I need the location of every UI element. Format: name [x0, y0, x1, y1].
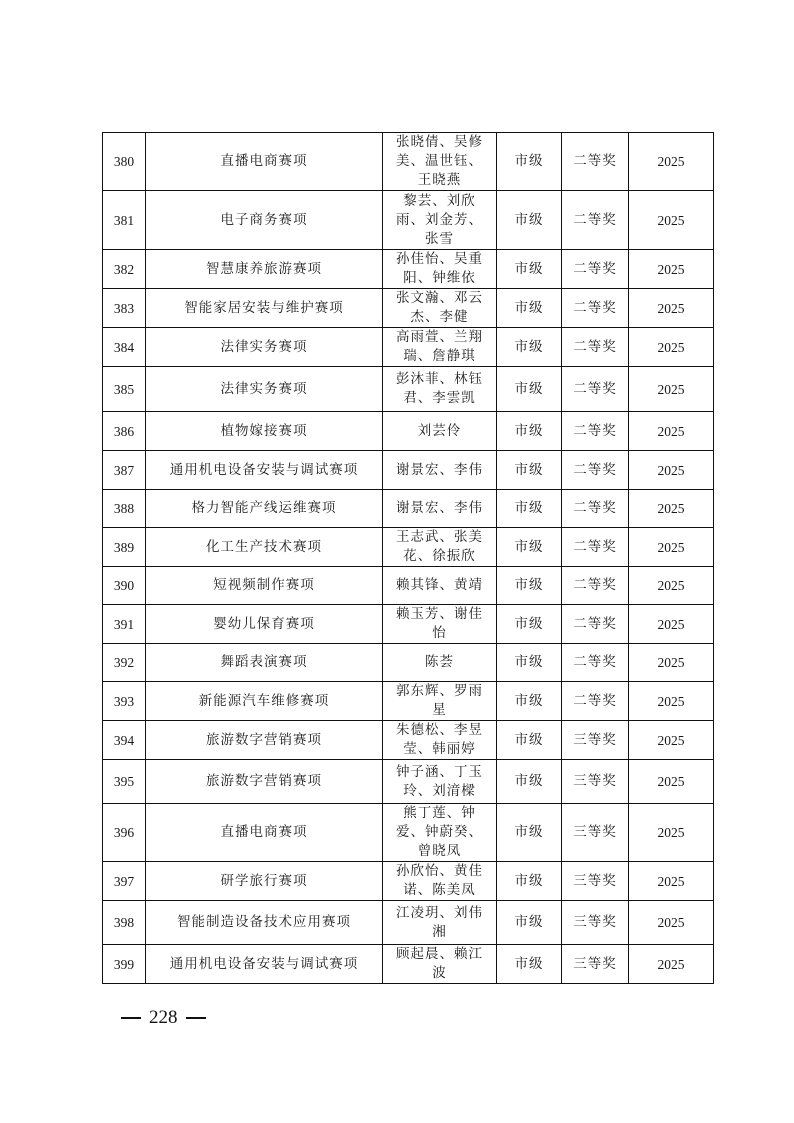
award-level-cell: 市级: [497, 289, 562, 328]
event-name-cell: 法律实务赛项: [146, 328, 383, 367]
row-number-cell: 386: [103, 412, 146, 451]
event-name-cell: 短视频制作赛项: [146, 567, 383, 605]
award-grade-cell: 三等奖: [562, 862, 629, 901]
award-year-cell: 2025: [629, 451, 714, 490]
event-name-cell: 通用机电设备安装与调试赛项: [146, 945, 383, 984]
award-year-cell: 2025: [629, 721, 714, 760]
award-grade-cell: 二等奖: [562, 191, 629, 250]
event-name-cell: 智慧康养旅游赛项: [146, 250, 383, 289]
event-name-cell: 智能制造设备技术应用赛项: [146, 901, 383, 945]
award-year-cell: 2025: [629, 567, 714, 605]
row-number-cell: 393: [103, 682, 146, 721]
award-level-cell: 市级: [497, 412, 562, 451]
award-grade-cell: 二等奖: [562, 328, 629, 367]
winner-names-cell: 朱德松、李昱莹、韩丽婷: [383, 721, 497, 760]
row-number-cell: 384: [103, 328, 146, 367]
award-level-cell: 市级: [497, 862, 562, 901]
winner-names-cell: 江凌玥、刘伟湘: [383, 901, 497, 945]
row-number-cell: 396: [103, 804, 146, 862]
award-level-cell: 市级: [497, 367, 562, 412]
award-grade-cell: 三等奖: [562, 804, 629, 862]
event-name-cell: 通用机电设备安装与调试赛项: [146, 451, 383, 490]
event-name-cell: 法律实务赛项: [146, 367, 383, 412]
award-level-cell: 市级: [497, 760, 562, 804]
row-number-cell: 395: [103, 760, 146, 804]
row-number-cell: 394: [103, 721, 146, 760]
award-level-cell: 市级: [497, 490, 562, 528]
award-level-cell: 市级: [497, 901, 562, 945]
table-row: [103, 133, 714, 191]
award-grade-cell: 三等奖: [562, 945, 629, 984]
award-grade-cell: 二等奖: [562, 644, 629, 682]
awards-table: [102, 132, 714, 984]
event-name-cell: 直播电商赛项: [146, 133, 383, 191]
award-grade-cell: 二等奖: [562, 133, 629, 191]
award-level-cell: 市级: [497, 804, 562, 862]
table-row: [103, 328, 714, 367]
table-row: [103, 804, 714, 862]
award-grade-cell: 三等奖: [562, 901, 629, 945]
winner-names-cell: 高雨萱、兰翔瑞、詹静琪: [383, 328, 497, 367]
row-number-cell: 388: [103, 490, 146, 528]
award-grade-cell: 二等奖: [562, 412, 629, 451]
award-level-cell: 市级: [497, 191, 562, 250]
award-year-cell: 2025: [629, 528, 714, 567]
award-level-cell: 市级: [497, 721, 562, 760]
winner-names-cell: 顾起晨、赖江波: [383, 945, 497, 984]
winner-names-cell: 陈荟: [383, 644, 497, 682]
award-level-cell: 市级: [497, 644, 562, 682]
award-year-cell: 2025: [629, 328, 714, 367]
award-year-cell: 2025: [629, 250, 714, 289]
award-level-cell: 市级: [497, 528, 562, 567]
table-row: [103, 644, 714, 682]
award-year-cell: 2025: [629, 804, 714, 862]
table-row: [103, 367, 714, 412]
table-row: [103, 289, 714, 328]
table-row: [103, 945, 714, 984]
row-number-cell: 399: [103, 945, 146, 984]
award-level-cell: 市级: [497, 133, 562, 191]
event-name-cell: 舞蹈表演赛项: [146, 644, 383, 682]
row-number-cell: 392: [103, 644, 146, 682]
table-row: [103, 721, 714, 760]
award-year-cell: 2025: [629, 289, 714, 328]
award-level-cell: 市级: [497, 567, 562, 605]
event-name-cell: 电子商务赛项: [146, 191, 383, 250]
table-row: [103, 412, 714, 451]
row-number-cell: 390: [103, 567, 146, 605]
table-row: [103, 451, 714, 490]
award-level-cell: 市级: [497, 328, 562, 367]
event-name-cell: 新能源汽车维修赛项: [146, 682, 383, 721]
award-grade-cell: 三等奖: [562, 721, 629, 760]
award-grade-cell: 二等奖: [562, 250, 629, 289]
event-name-cell: 植物嫁接赛项: [146, 412, 383, 451]
table-row: [103, 605, 714, 644]
row-number-cell: 381: [103, 191, 146, 250]
winner-names-cell: 赖玉芳、谢佳怡: [383, 605, 497, 644]
page-number-right-dash: [186, 1017, 206, 1019]
award-level-cell: 市级: [497, 250, 562, 289]
award-year-cell: 2025: [629, 367, 714, 412]
award-level-cell: 市级: [497, 945, 562, 984]
award-year-cell: 2025: [629, 605, 714, 644]
winner-names-cell: 谢景宏、李伟: [383, 451, 497, 490]
event-name-cell: 直播电商赛项: [146, 804, 383, 862]
winner-names-cell: 钟子涵、丁玉玲、刘湇樑: [383, 760, 497, 804]
award-grade-cell: 二等奖: [562, 605, 629, 644]
event-name-cell: 研学旅行赛项: [146, 862, 383, 901]
row-number-cell: 397: [103, 862, 146, 901]
page-number-left-dash: [121, 1017, 141, 1019]
award-year-cell: 2025: [629, 945, 714, 984]
award-year-cell: 2025: [629, 412, 714, 451]
row-number-cell: 398: [103, 901, 146, 945]
event-name-cell: 旅游数字营销赛项: [146, 721, 383, 760]
award-grade-cell: 二等奖: [562, 490, 629, 528]
winner-names-cell: 熊丁莲、钟爱、钟蔚癸、曾晓凤: [383, 804, 497, 862]
award-grade-cell: 二等奖: [562, 682, 629, 721]
award-grade-cell: 二等奖: [562, 451, 629, 490]
award-grade-cell: 三等奖: [562, 760, 629, 804]
event-name-cell: 格力智能产线运维赛项: [146, 490, 383, 528]
event-name-cell: 婴幼儿保育赛项: [146, 605, 383, 644]
award-level-cell: 市级: [497, 605, 562, 644]
award-year-cell: 2025: [629, 191, 714, 250]
table-row: [103, 250, 714, 289]
winner-names-cell: 刘芸伶: [383, 412, 497, 451]
award-grade-cell: 二等奖: [562, 567, 629, 605]
award-grade-cell: 二等奖: [562, 528, 629, 567]
award-year-cell: 2025: [629, 760, 714, 804]
table-row: [103, 682, 714, 721]
row-number-cell: 387: [103, 451, 146, 490]
award-year-cell: 2025: [629, 682, 714, 721]
table-row: [103, 191, 714, 250]
winner-names-cell: 张文瀚、邓云杰、李健: [383, 289, 497, 328]
winner-names-cell: 黎芸、刘欣雨、刘金芳、张雪: [383, 191, 497, 250]
row-number-cell: 382: [103, 250, 146, 289]
winner-names-cell: 彭沐菲、林钰君、李雲凯: [383, 367, 497, 412]
award-grade-cell: 二等奖: [562, 367, 629, 412]
row-number-cell: 380: [103, 133, 146, 191]
event-name-cell: 化工生产技术赛项: [146, 528, 383, 567]
winner-names-cell: 郭东辉、罗雨星: [383, 682, 497, 721]
table-row: [103, 760, 714, 804]
table-row: [103, 490, 714, 528]
winner-names-cell: 孙佳怡、吴重阳、钟维依: [383, 250, 497, 289]
page-number: [121, 1007, 206, 1029]
row-number-cell: 389: [103, 528, 146, 567]
page-number-value: 228: [149, 1007, 178, 1028]
award-year-cell: 2025: [629, 862, 714, 901]
award-year-cell: 2025: [629, 644, 714, 682]
event-name-cell: 智能家居安装与维护赛项: [146, 289, 383, 328]
winner-names-cell: 王志武、张美花、徐振欣: [383, 528, 497, 567]
award-year-cell: 2025: [629, 490, 714, 528]
winner-names-cell: 谢景宏、李伟: [383, 490, 497, 528]
award-level-cell: 市级: [497, 451, 562, 490]
winner-names-cell: 孙欣怡、黄佳诺、陈美凤: [383, 862, 497, 901]
award-grade-cell: 二等奖: [562, 289, 629, 328]
winner-names-cell: 赖其锋、黄靖: [383, 567, 497, 605]
row-number-cell: 391: [103, 605, 146, 644]
award-level-cell: 市级: [497, 682, 562, 721]
row-number-cell: 385: [103, 367, 146, 412]
event-name-cell: 旅游数字营销赛项: [146, 760, 383, 804]
winner-names-cell: 张晓倩、吴修美、温世钰、王晓燕: [383, 133, 497, 191]
awards-table-body: [103, 133, 714, 984]
row-number-cell: 383: [103, 289, 146, 328]
award-year-cell: 2025: [629, 901, 714, 945]
table-row: [103, 528, 714, 567]
award-year-cell: 2025: [629, 133, 714, 191]
table-row: [103, 901, 714, 945]
table-row: [103, 567, 714, 605]
table-row: [103, 862, 714, 901]
